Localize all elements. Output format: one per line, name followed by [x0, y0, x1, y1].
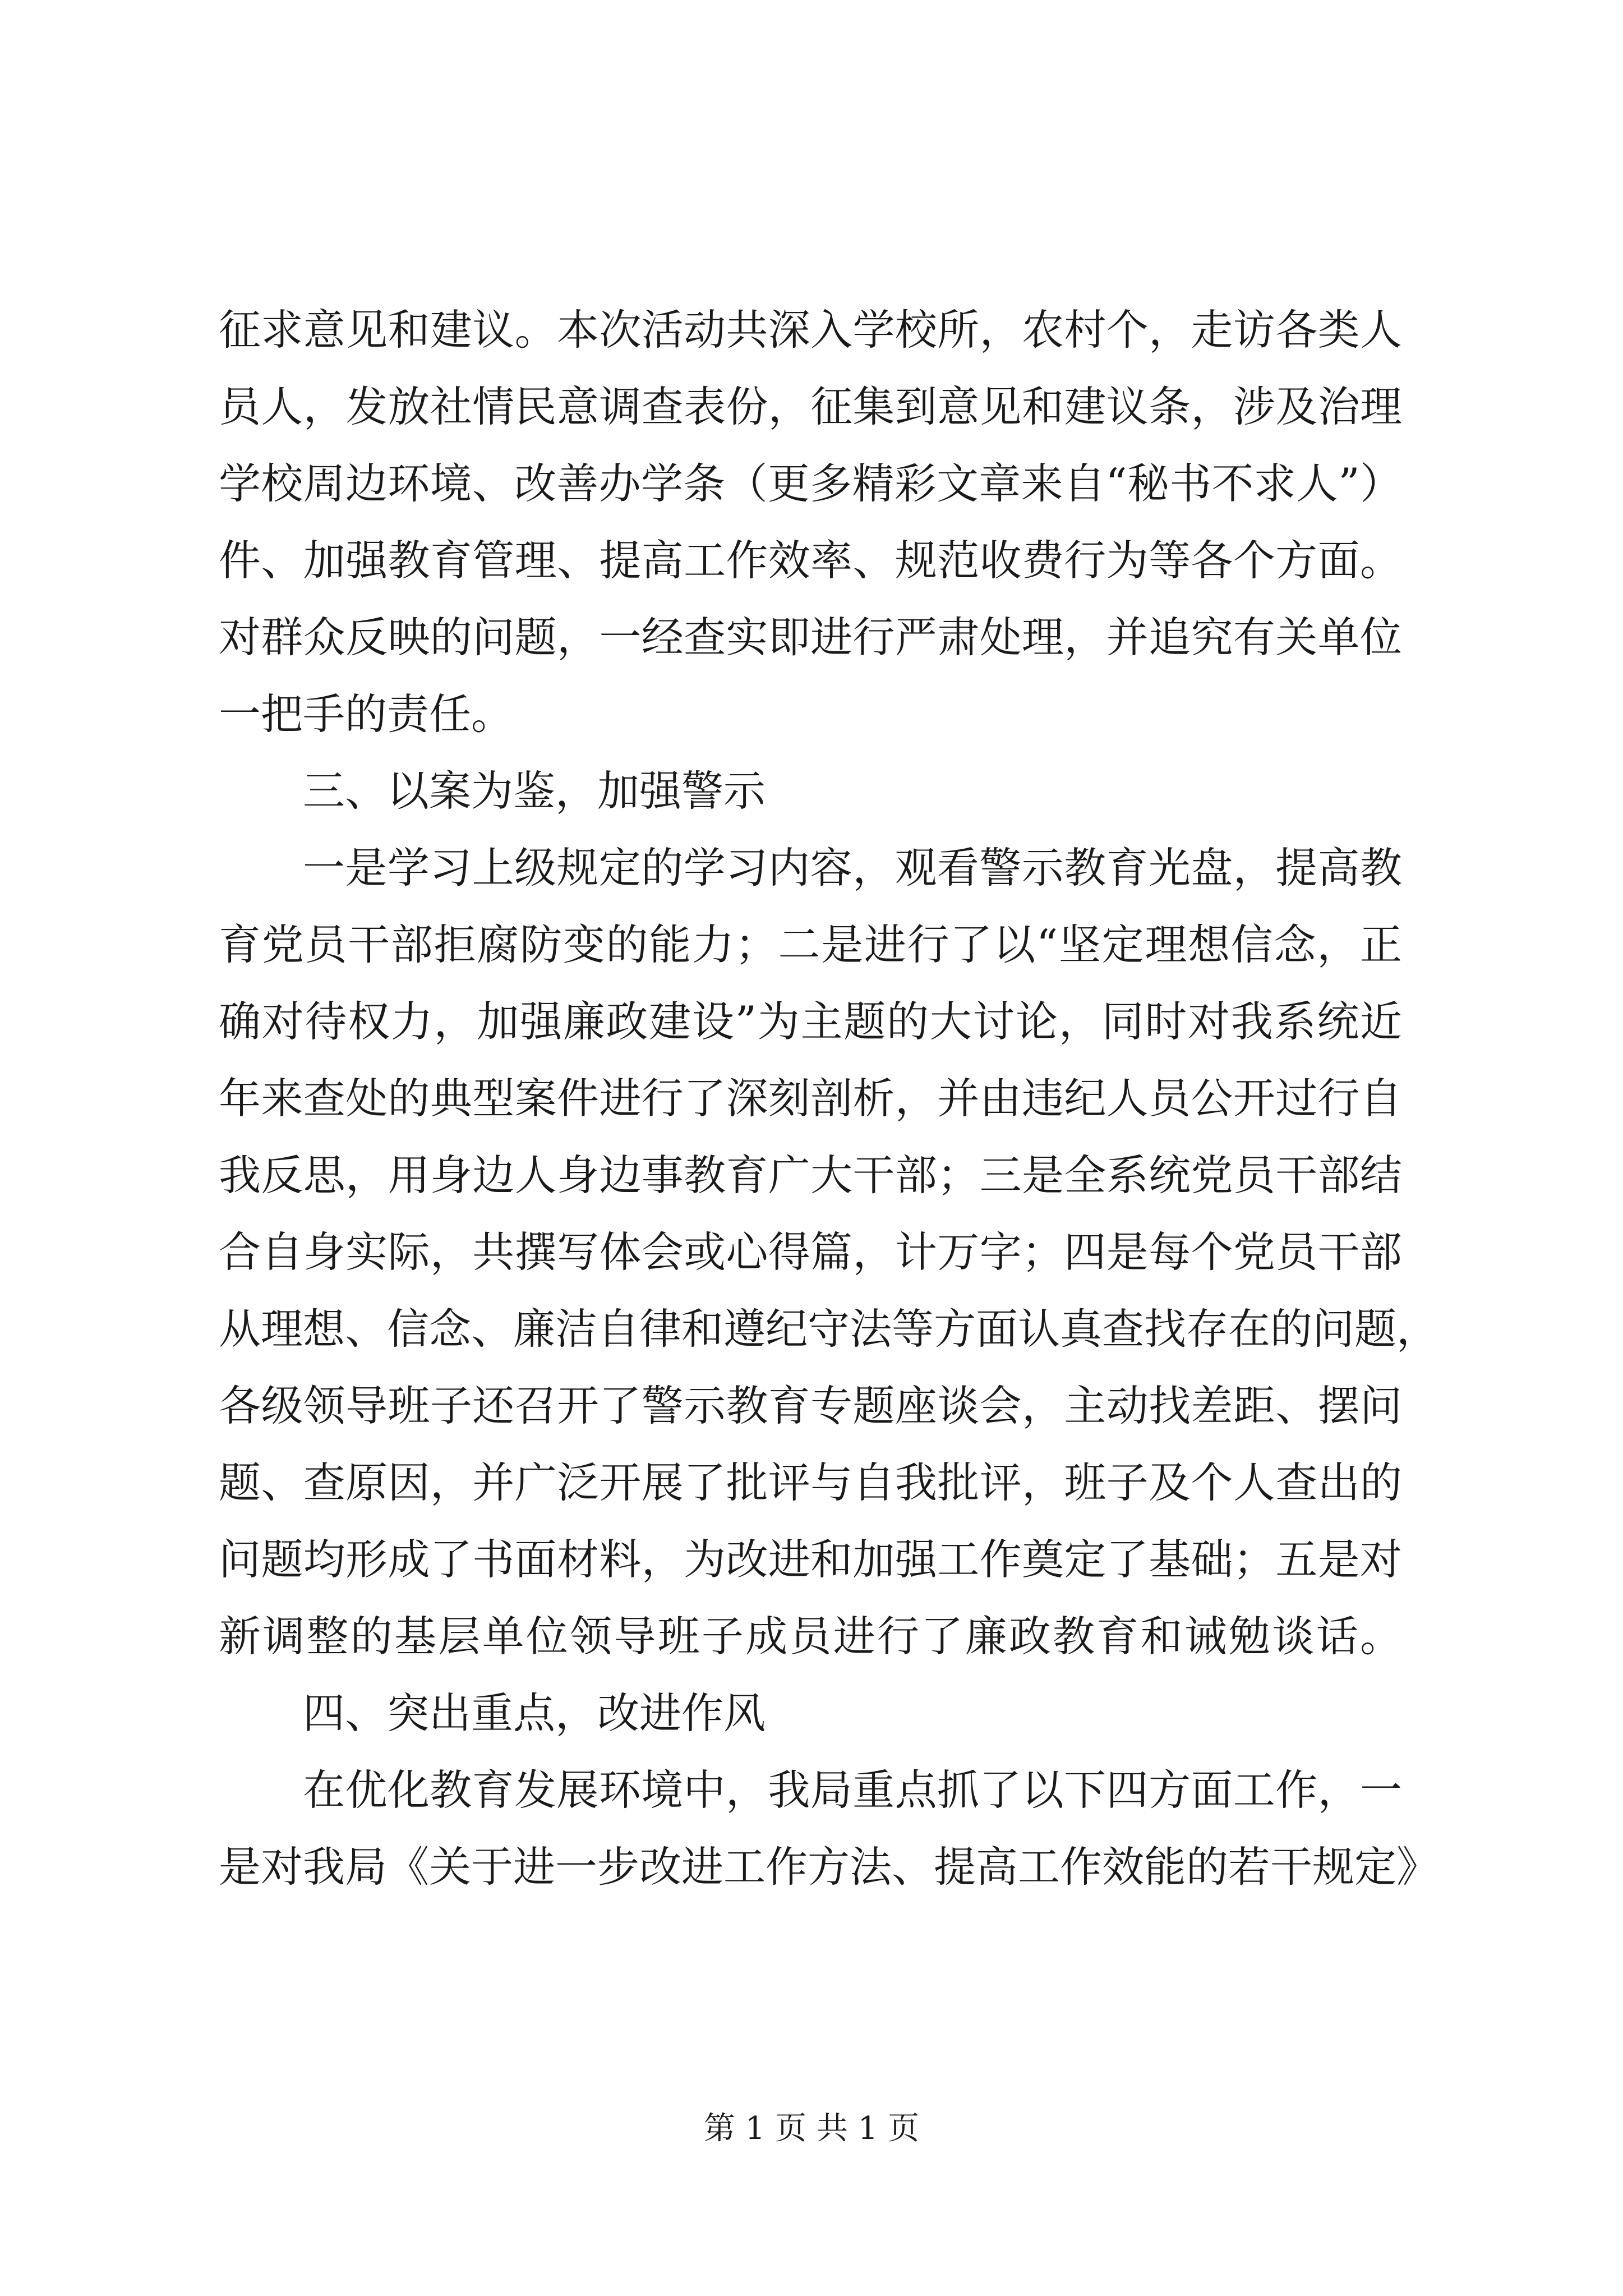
section-heading: 四、突出重点，改进作风: [303, 1688, 766, 1738]
page-footer: 第 1 页 共 1 页: [703, 2110, 920, 2147]
paragraph-line: 在优化教育发展环境中，我局重点抓了以下四方面工作，一: [303, 1765, 1402, 1815]
paragraph-line: 我反思，用身边人身边事教育广大干部；三是全系统党员干部结: [219, 1151, 1402, 1200]
paragraph-line: 件、加强教育管理、提高工作效率、规范收费行为等各个方面。: [219, 536, 1402, 585]
paragraph-line: 新调整的基层单位领导班子成员进行了廉政教育和诫勉谈话。: [219, 1612, 1402, 1661]
paragraph-line: 合自身实际，共撰写体会或心得篇，计万字；四是每个党员干部: [219, 1227, 1402, 1277]
paragraph-line: 对群众反映的问题，一经查实即进行严肃处理，并追究有关单位: [219, 613, 1402, 662]
section-heading: 三、以案为鉴，加强警示: [303, 766, 766, 816]
paragraph-line: 从理想、信念、廉洁自律和遵纪守法等方面认真查找存在的问题，: [219, 1304, 1439, 1354]
paragraph-line: 学校周边环境、改善办学条（更多精彩文章来自“秘书不求人”）: [219, 459, 1402, 508]
paragraph-line: 各级领导班子还召开了警示教育专题座谈会，主动找差距、摆问: [219, 1381, 1402, 1430]
paragraph-line: 员人，发放社情民意调查表份，征集到意见和建议条，涉及治理: [219, 382, 1402, 431]
paragraph-line: 一是学习上级规定的学习内容，观看警示教育光盘，提高教: [303, 843, 1402, 892]
paragraph-line: 确对待权力，加强廉政建设”为主题的大讨论，同时对我系统近: [219, 997, 1402, 1046]
paragraph-line: 育党员干部拒腐防变的能力；二是进行了以“坚定理想信念，正: [219, 920, 1402, 969]
document-body: [219, 292, 1439, 1906]
paragraph-line: 年来查处的典型案件进行了深刻剖析，并由违纪人员公开过行自: [219, 1074, 1402, 1123]
paragraph-line: 问题均形成了书面材料，为改进和加强工作奠定了基础；五是对: [219, 1535, 1402, 1584]
paragraph-line: 题、查原因，并广泛开展了批评与自我批评，班子及个人查出的: [219, 1458, 1402, 1507]
paragraph-line: 是对我局《关于进一步改进工作方法、提高工作效能的若干规定》: [219, 1842, 1439, 1892]
paragraph-line: 一把手的责任。: [219, 689, 514, 739]
paragraph-line: 征求意见和建议。本次活动共深入学校所，农村个，走访各类人: [219, 305, 1402, 355]
